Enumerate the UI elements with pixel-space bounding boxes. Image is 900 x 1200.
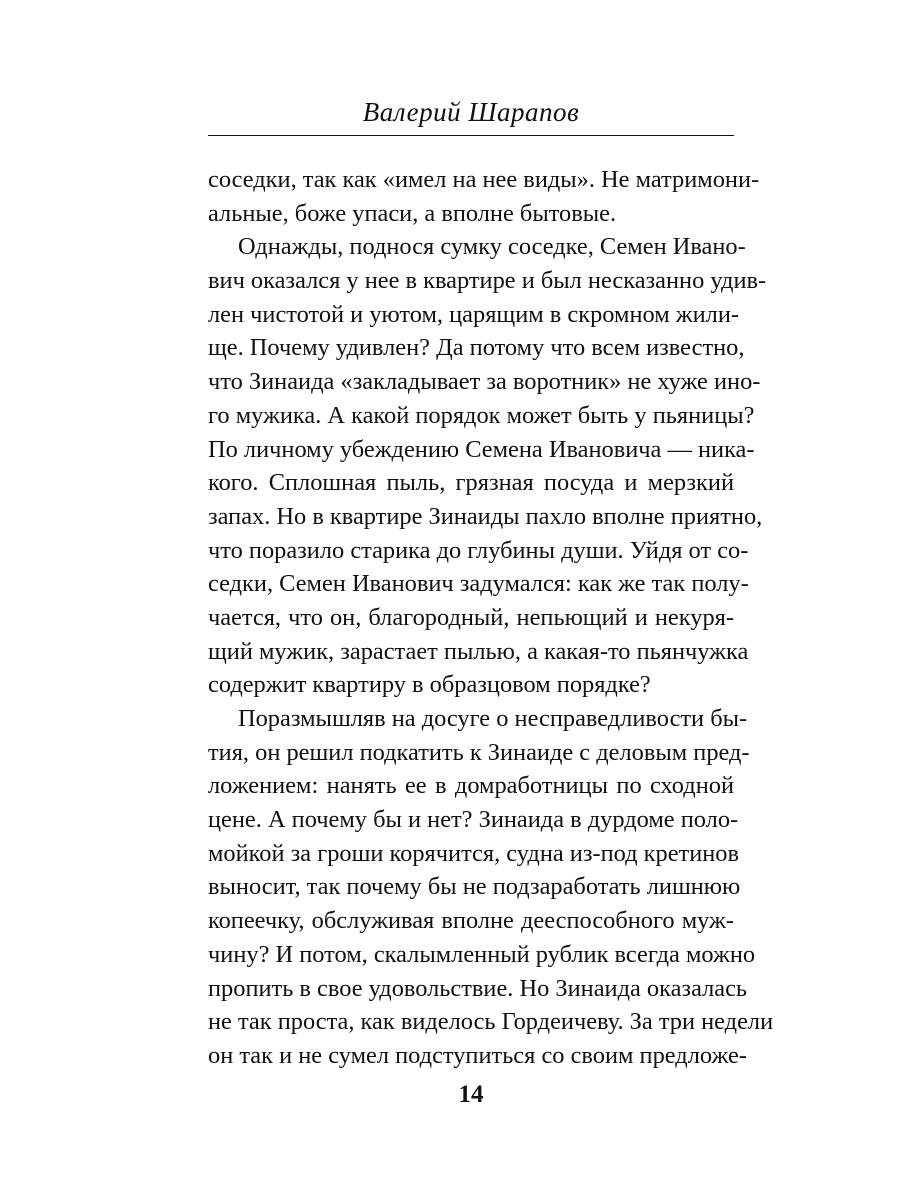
text-line: лен чистотой и уютом, царящим в скромном жили- <box>208 300 740 328</box>
text-line: чину? И потом, скалымленный рублик всегда можно <box>208 940 756 968</box>
text-line: Поразмышляв на досуге о несправедливости бы- <box>238 705 748 732</box>
text-line: щий мужик, зарастает пылью, а какая-то пьянчужка <box>208 637 749 665</box>
paragraph <box>208 163 760 230</box>
paragraph <box>208 230 767 702</box>
text-line: Однажды, поднося сумку соседке, Семен Ивано- <box>238 233 746 261</box>
text-line: цене. А почему бы и нет? Зинаида в дурдоме поло- <box>208 806 739 834</box>
text-line: го мужика. А какой порядок может быть у пьяницы? <box>208 401 755 429</box>
text-line: чается, что он, благородный, непьющий и некуря- <box>208 603 734 631</box>
text-line: выносит, так почему бы не подзаработать лишнюю <box>208 873 741 901</box>
text-line: альные, боже упаси, а вполне бытовые. <box>208 199 617 227</box>
text-line: что Зинаида «закладывает за воротник» не хуже ино- <box>208 368 761 396</box>
text-line: запах. Но в квартире Зинаиды пахло вполне приятно, <box>208 502 763 530</box>
text-line: не так проста, как виделось Гордеичеву. За три недели <box>208 1008 774 1036</box>
text-line: кого. Сплошная пыль, грязная посуда и мерзкий <box>208 469 734 497</box>
page-number: 14 <box>458 1081 484 1108</box>
running-header <box>208 92 734 132</box>
text-line: он так и не сумел подступиться со своим предложе- <box>208 1041 747 1069</box>
author-name: Валерий Шарапов <box>362 97 580 127</box>
text-line: пропить в свое удовольствие. Но Зинаида оказалась <box>208 974 748 1002</box>
text-line: седки, Семен Иванович задумался: как же так полу- <box>208 570 749 598</box>
body-text <box>208 163 774 1073</box>
text-line: вич оказался у нее в квартире и был несказанно удив- <box>208 267 767 295</box>
text-line: что поразило старика до глубины души. Уйдя от со- <box>208 536 749 564</box>
text-line: По личному убеждению Семена Ивановича — ника- <box>208 435 755 463</box>
text-line: тия, он решил подкатить к Зинаиде с деловым пред- <box>208 738 750 766</box>
paragraph <box>208 702 774 1073</box>
text-line: копеечку, обслуживая вполне дееспособного муж- <box>208 907 734 935</box>
text-line: соседки, так как «имел на нее виды». Не матримони- <box>208 166 760 193</box>
text-line: ложением: нанять ее в домработницы по сходной <box>208 772 734 800</box>
text-line: содержит квартиру в образцовом порядке? <box>208 671 651 699</box>
text-line: ще. Почему удивлен? Да потому что всем известно, <box>208 334 745 362</box>
text-line: мойкой за гроши корячится, судна из-под кретинов <box>208 839 740 867</box>
header-divider <box>208 135 734 136</box>
